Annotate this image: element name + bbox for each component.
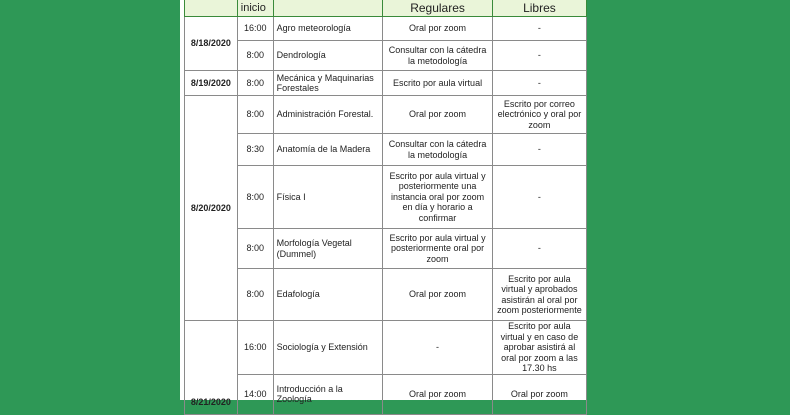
libres-cell: Escrito por correo electrónico y oral por zoom [492, 96, 586, 134]
subject-cell: Morfología Vegetal (Dummel) [273, 229, 383, 269]
table-header-row [185, 0, 587, 17]
regulares-cell: Consultar con la cátedra la metodología [383, 41, 493, 71]
libres-cell: - [492, 41, 586, 71]
time-cell: 8:30 [237, 134, 273, 166]
table-row [185, 374, 587, 414]
regulares-cell: Oral por zoom [383, 96, 493, 134]
time-cell: 8:00 [237, 166, 273, 229]
table-row [185, 71, 587, 96]
date-cell: 8/19/2020 [185, 71, 238, 96]
date-cell: 8/21/2020 [185, 321, 238, 415]
regulares-cell: - [383, 321, 493, 375]
subject-cell: Introducción a la Zoología [273, 374, 383, 414]
schedule-sheet [180, 0, 587, 407]
libres-cell: Escrito por aula virtual y en caso de aprobar asistirá al oral por zoom a las 17.30 hs [492, 321, 586, 375]
regulares-cell: Consultar con la cátedra la metodología [383, 134, 493, 166]
time-cell: 8:00 [237, 269, 273, 321]
time-cell: 14:00 [237, 374, 273, 414]
date-cell: 8/20/2020 [185, 96, 238, 321]
table-row [185, 321, 587, 375]
header-regulares: Regulares [383, 0, 493, 17]
libres-cell: Oral por zoom [492, 374, 586, 414]
table-row [185, 96, 587, 134]
libres-cell: - [492, 166, 586, 229]
regulares-cell: Escrito por aula virtual y posteriormente una instancia oral por zoom en día y horario a confirmar [383, 166, 493, 229]
subject-cell: Sociología y Extensión [273, 321, 383, 375]
libres-cell: Escrito por aula virtual y aprobados asistirán al oral por zoom posteriormente [492, 269, 586, 321]
libres-cell: - [492, 71, 586, 96]
regulares-cell: Oral por zoom [383, 374, 493, 414]
regulares-cell: Oral por zoom [383, 269, 493, 321]
subject-cell: Edafología [273, 269, 383, 321]
time-cell: 16:00 [237, 321, 273, 375]
subject-cell: Física I [273, 166, 383, 229]
regulares-cell: Escrito por aula virtual [383, 71, 493, 96]
time-cell: 8:00 [237, 229, 273, 269]
table-row [185, 229, 587, 269]
time-cell: 8:00 [237, 96, 273, 134]
libres-cell: - [492, 17, 586, 41]
table-row [185, 166, 587, 229]
subject-cell: Agro meteorología [273, 17, 383, 41]
subject-cell: Administración Forestal. [273, 96, 383, 134]
table-row [185, 17, 587, 41]
time-cell: 16:00 [237, 17, 273, 41]
time-cell: 8:00 [237, 71, 273, 96]
table-row [185, 269, 587, 321]
exam-schedule-table [184, 0, 587, 415]
time-cell: 8:00 [237, 41, 273, 71]
subject-cell: Anatomía de la Madera [273, 134, 383, 166]
date-cell: 8/18/2020 [185, 17, 238, 71]
libres-cell: - [492, 134, 586, 166]
regulares-cell: Escrito por aula virtual y posteriormente oral por zoom [383, 229, 493, 269]
header-subject-cell [273, 0, 383, 17]
header-date-cell [185, 0, 238, 17]
table-row [185, 134, 587, 166]
regulares-cell: Oral por zoom [383, 17, 493, 41]
subject-cell: Mecánica y Maquinarias Forestales [273, 71, 383, 96]
libres-cell: - [492, 229, 586, 269]
table-row [185, 41, 587, 71]
header-libres: Libres [492, 0, 586, 17]
subject-cell: Dendrología [273, 41, 383, 71]
header-inicio: inicio [237, 0, 273, 17]
